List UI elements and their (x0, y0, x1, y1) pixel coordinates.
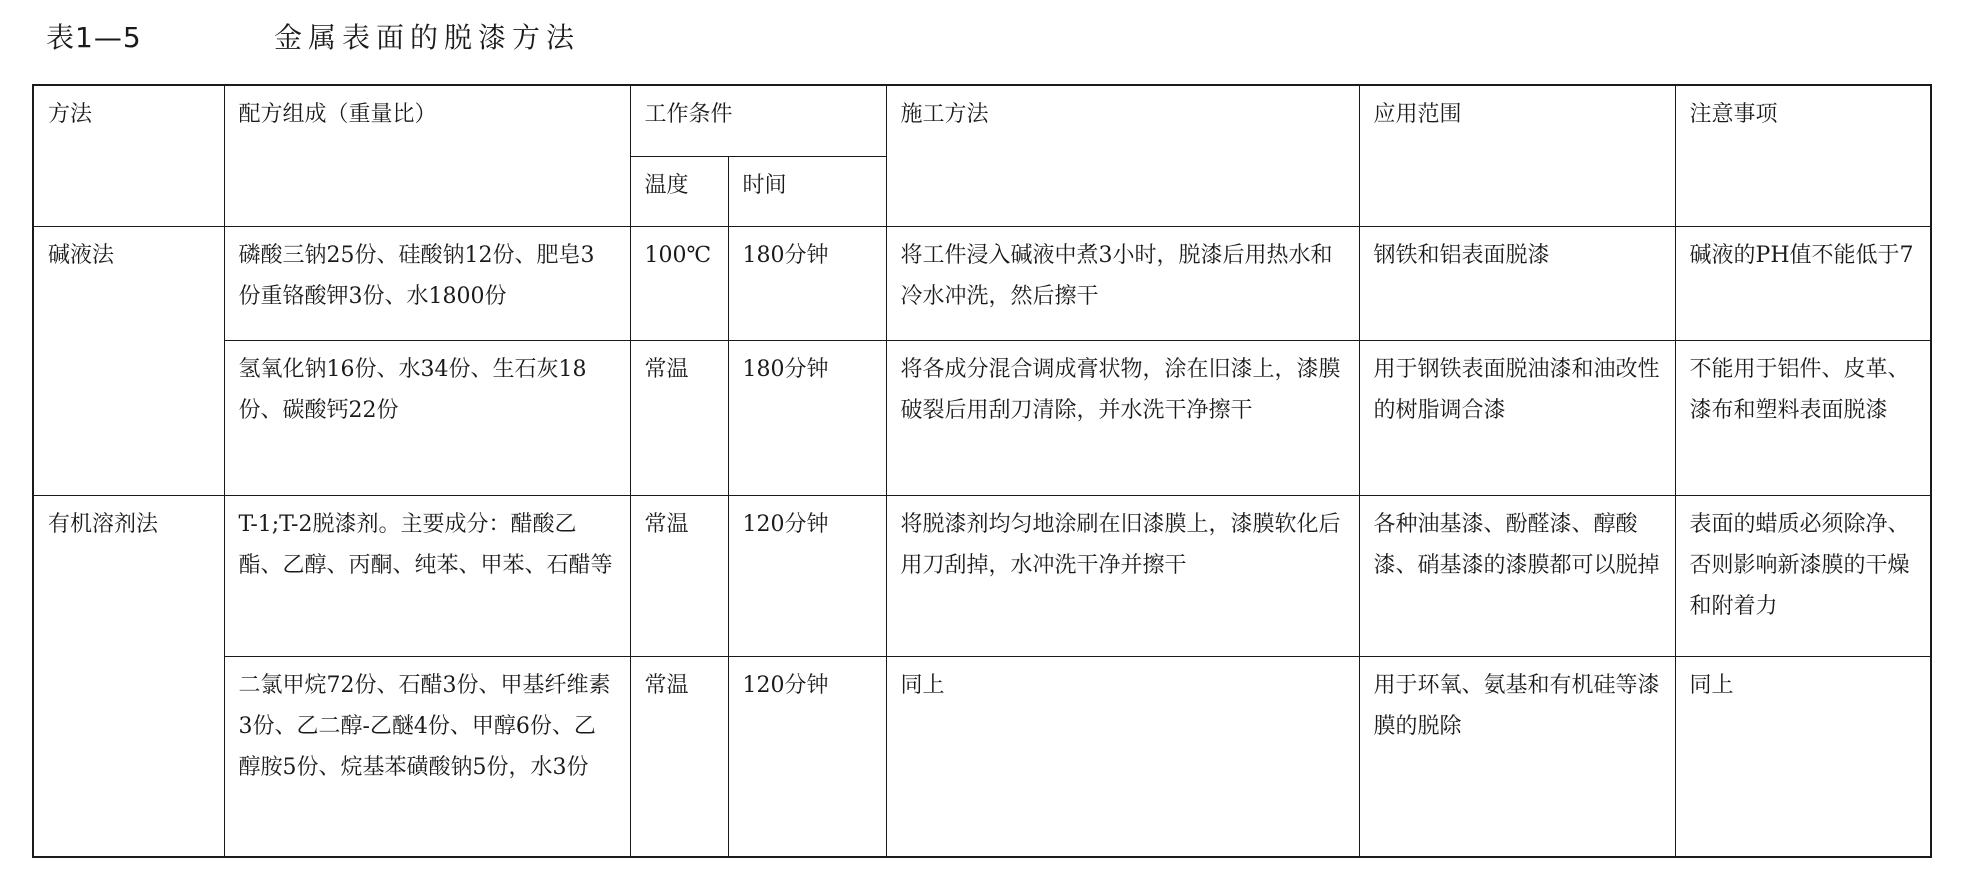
table-row (33, 341, 1931, 496)
header-temperature: 温度 (630, 157, 728, 227)
method-cell: 碱液法 (33, 227, 224, 496)
time-cell: 180分钟 (728, 227, 886, 341)
paint-stripping-table (32, 84, 1932, 858)
notes-cell: 碱液的PH值不能低于7 (1675, 227, 1931, 341)
temperature-cell: 常温 (630, 657, 728, 857)
table-number: 表1—5 (46, 21, 142, 54)
notes-cell: 同上 (1675, 657, 1931, 857)
temperature-cell: 常温 (630, 341, 728, 496)
table-caption (46, 18, 580, 58)
application-cell: 用于钢铁表面脱油漆和油改性的树脂调合漆 (1359, 341, 1675, 496)
procedure-cell: 将脱漆剂均匀地涂刷在旧漆膜上，漆膜软化后用刀刮掉，水冲洗干净并擦干 (886, 496, 1359, 657)
temperature-cell: 100℃ (630, 227, 728, 341)
header-method: 方法 (33, 85, 224, 227)
header-notes: 注意事项 (1675, 85, 1931, 227)
formula-cell: T-1;T-2脱漆剂。主要成分：醋酸乙酯、乙醇、丙酮、纯苯、甲苯、石醋等 (224, 496, 630, 657)
formula-cell: 二氯甲烷72份、石醋3份、甲基纤维素3份、乙二醇-乙醚4份、甲醇6份、乙醇胺5份、烷基苯磺酸钠5份，水3份 (224, 657, 630, 857)
table-title: 金属表面的脱漆方法 (274, 21, 581, 54)
header-time: 时间 (728, 157, 886, 227)
notes-cell: 不能用于铝件、皮革、漆布和塑料表面脱漆 (1675, 341, 1931, 496)
procedure-cell: 同上 (886, 657, 1359, 857)
method-cell: 有机溶剂法 (33, 496, 224, 857)
header-application: 应用范围 (1359, 85, 1675, 227)
application-cell: 钢铁和铝表面脱漆 (1359, 227, 1675, 341)
application-cell: 各种油基漆、酚醛漆、醇酸漆、硝基漆的漆膜都可以脱掉 (1359, 496, 1675, 657)
notes-cell: 表面的蜡质必须除净、否则影响新漆膜的干燥和附着力 (1675, 496, 1931, 657)
header-formula: 配方组成（重量比） (224, 85, 630, 227)
procedure-cell: 将工件浸入碱液中煮3小时，脱漆后用热水和冷水冲洗，然后擦干 (886, 227, 1359, 341)
formula-cell: 氢氧化钠16份、水34份、生石灰18份、碳酸钙22份 (224, 341, 630, 496)
header-procedure: 施工方法 (886, 85, 1359, 227)
table-row (33, 496, 1931, 657)
time-cell: 120分钟 (728, 496, 886, 657)
procedure-cell: 将各成分混合调成膏状物，涂在旧漆上，漆膜破裂后用刮刀清除，并水洗干净擦干 (886, 341, 1359, 496)
application-cell: 用于环氧、氨基和有机硅等漆膜的脱除 (1359, 657, 1675, 857)
formula-cell: 磷酸三钠25份、硅酸钠12份、肥皂3份重铬酸钾3份、水1800份 (224, 227, 630, 341)
table-row (33, 657, 1931, 857)
time-cell: 180分钟 (728, 341, 886, 496)
temperature-cell: 常温 (630, 496, 728, 657)
table-row (33, 227, 1931, 341)
time-cell: 120分钟 (728, 657, 886, 857)
header-row (33, 85, 1931, 157)
header-conditions: 工作条件 (630, 85, 886, 157)
